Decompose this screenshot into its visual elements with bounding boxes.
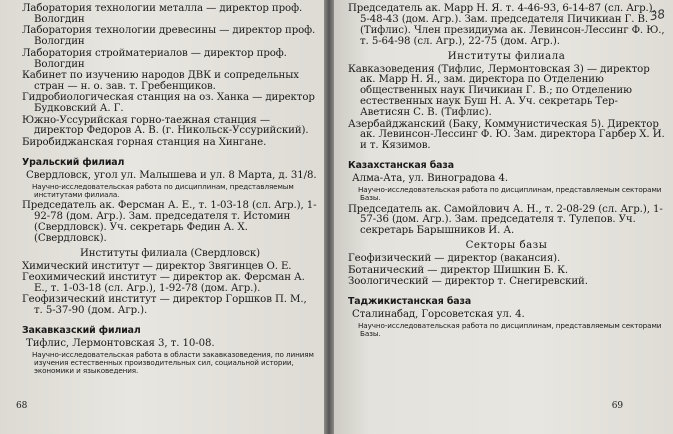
zak-inst-azerb: Азербайджанский (Баку, Коммунистическая 5). Директор ак. Левинсон-Лессинг Ф. Ю. Зам. директора Гарбер Х. И. и т. Кязимов. — [348, 118, 665, 152]
cabinet-peoples: Кабинет по изучению народов ДВК и сопредельных стран — н. о. зав. т. Гребенщиков. — [22, 69, 299, 92]
handwritten-mark: 38 — [648, 6, 667, 24]
taj-heading: Таджикистанская база — [348, 295, 472, 307]
page-number-right: 69 — [611, 401, 623, 412]
sector-botan: Ботанический — директор Шишкин Б. К. — [348, 264, 569, 276]
page-right — [328, 0, 673, 434]
station-ussuri: Южно-Уссурийская горно-таежная станция — директор Федоров А. В. (г. Никольск-Уссурийский). — [22, 114, 309, 137]
zak-chair: Председатель ак. Марр Н. Я. т. 4-46-93, 6-14-87 (сл. Агр.), 5-48-43 (дом. Агр.). Зам. председателя Пичикиан Г. В. (Тифлис). Член президиума ак. Левинсон-Лессинг Ф. Ю., т. 5-64-98 (сл. Агр.), 22-75 (дом. Агр.). — [348, 3, 665, 47]
zak-institutes-title: Институты филиала — [447, 50, 566, 62]
zak-note: Научно-исследовательская работа в области закавказоведения, по линиям изучения естественных производительных сил, социальной истории, экономики и языковедения. — [32, 349, 314, 376]
ural-chair: Председатель ак. Ферсман А. Е., т. 1-03-18 (сл. Агр.), 1-92-78 (дом. Агр.). Зам. председателя т. Истомин (Свердловск). Уч. секретарь Федин А. Х. (Свердловск). — [22, 200, 317, 244]
lab-stroy: Лаборатория стройматериалов — директор проф. Вологдин — [22, 47, 287, 70]
ural-inst-chem: Химический институт — директор Звягинцев О. Е. — [22, 260, 292, 272]
zak-heading: Закавказский филиал — [22, 325, 141, 337]
zak-address: Тифлис, Лермонтовская 3, т. 10-08. — [26, 337, 215, 349]
kaz-note: Научно-исследовательская работа по дисциплинам, представляемым секторами Базы. — [358, 185, 662, 203]
station-khanka: Гидробиологическая станция на оз. Ханка — директор Будковский А. Г. — [22, 92, 315, 115]
lab-wood: Лаборатория технологии древесины — директор проф. Вологдин — [22, 25, 316, 48]
taj-note: Научно-исследовательская работа по дисциплинам, представляемым секторами Базы. — [358, 320, 662, 338]
kaz-sectors-title: Секторы базы — [465, 240, 548, 252]
book-gutter — [324, 0, 334, 434]
ural-inst-geochem: Геохимический институт — директор ак. Ферсман А. Е., т. 1-03-18 (сл. Агр.), 1-92-78 (дом. Агр.). — [22, 271, 305, 294]
ural-heading: Уральский филиал — [22, 156, 125, 168]
ural-address: Свердловск, угол ул. Малышева и ул. 8 Марта, д. 31/8. — [26, 169, 317, 181]
sector-zoo: Зоологический — директор т. Снегиревский. — [348, 275, 588, 287]
kaz-address: Алма-Ата, ул. Виноградова 4. — [352, 173, 508, 185]
left-top-list — [22, 4, 318, 149]
sector-geophys: Геофизический — директор (вакансия). — [348, 253, 561, 265]
ural-note: Научно-исследовательская работа по дисциплинам, представляемым институтами филиала. — [32, 181, 294, 199]
ural-inst-geophys: Геофизический институт — директор Горшков П. М., т. 5-37-90 (дом. Агр.). — [22, 294, 307, 317]
page-left — [0, 0, 328, 434]
taj-address: Сталинабад, Горсоветская ул. 4. — [352, 308, 525, 320]
lab-metal: Лаборатория технологии металла — директор проф. Вологдин — [22, 3, 303, 25]
station-birobidzhan: Биробиджанская горная станция на Хингане. — [22, 136, 267, 148]
page-number-left: 68 — [16, 401, 28, 412]
ural-institutes-title: Институты филиала (Свердловск) — [79, 247, 261, 259]
kaz-heading: Казахстанская база — [348, 160, 454, 172]
kaz-chair: Председатель ак. Самойлович А. Н., т. 2-08-29 (сл. Агр.), 1-57-36 (дом. Агр.). Зам. председателя т. Тулепов. Уч. секретарь Барышников И. А. — [348, 203, 663, 237]
zak-inst-kavkaz: Кавказоведения (Тифлис, Лермонтовская 3) — директор ак. Марр Н. Я., зам. директора по Отделению общественных наук Пичикиан Г. В.; по Отделению естественных наук Буш Н. А. Уч. секретарь Тер-Аветисян С. В. (Тифлис). — [348, 63, 650, 119]
